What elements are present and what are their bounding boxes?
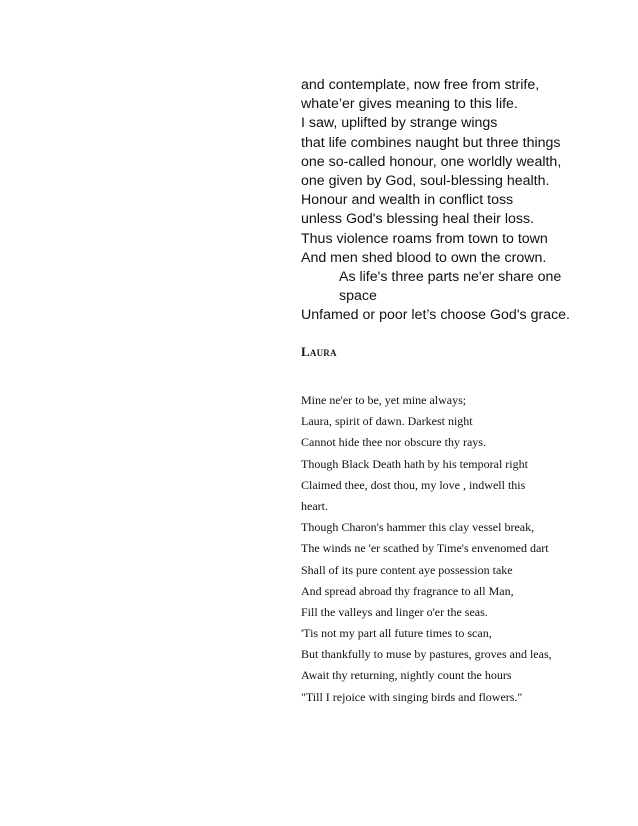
poem-line: Cannot hide thee nor obscure thy rays.	[301, 435, 486, 450]
poem-line: Thus violence roams from town to town	[301, 230, 548, 247]
poem-line: I saw, uplifted by strange wings	[301, 115, 498, 132]
poem-line: Laura, spirit of dawn. Darkest night	[301, 414, 473, 429]
poem-line: But thankfully to muse by pastures, groves and leas,	[301, 647, 552, 662]
poem-line-indented: space	[339, 288, 377, 305]
poem-line: one given by God, soul-blessing health.	[301, 172, 550, 189]
poem-line: And spread abroad thy fragrance to all Man,	[301, 583, 514, 598]
poem-line: one so-called honour, one worldly wealth,	[301, 153, 562, 170]
poem-title: Laura	[301, 344, 337, 359]
poem-line: And men shed blood to own the crown.	[301, 249, 547, 266]
poem-line: The winds ne 'er scathed by Time's envenomed dart	[301, 541, 549, 556]
poem-stanza-2	[301, 390, 601, 708]
poem-line: 'Tis not my part all future times to scan,	[301, 626, 492, 641]
poem-line: Claimed thee, dost thou, my love , indwell this	[301, 477, 526, 492]
poem-line: that life combines naught but three things	[301, 134, 561, 151]
poem-line: heart.	[301, 498, 328, 513]
poem-line: and contemplate, now free from strife,	[301, 77, 540, 93]
poem-line: unless God's blessing heal their loss.	[301, 211, 534, 228]
poem-line: Though Charon's hammer this clay vessel break,	[301, 520, 535, 535]
poem-line: Unfamed or poor let’s choose God's grace.	[301, 307, 571, 324]
poem-line: Though Black Death hath by his temporal right	[301, 456, 528, 471]
poem-line: Honour and wealth in conflict toss	[301, 192, 514, 209]
poem-line: whate’er gives meaning to this life.	[301, 96, 518, 113]
poem-line: Shall of its pure content aye possession take	[301, 562, 513, 577]
poem-line: "Till I rejoice with singing birds and flowers."	[301, 689, 523, 704]
poem-line: Mine ne'er to be, yet mine always;	[301, 393, 467, 407]
poem-line: Await thy returning, nightly count the hours	[301, 668, 512, 683]
poem-line: Fill the valleys and linger o'er the seas.	[301, 604, 488, 619]
poem-stanza-1	[301, 76, 601, 325]
poem-line-indented: As life's three parts ne'er share one	[339, 268, 562, 285]
